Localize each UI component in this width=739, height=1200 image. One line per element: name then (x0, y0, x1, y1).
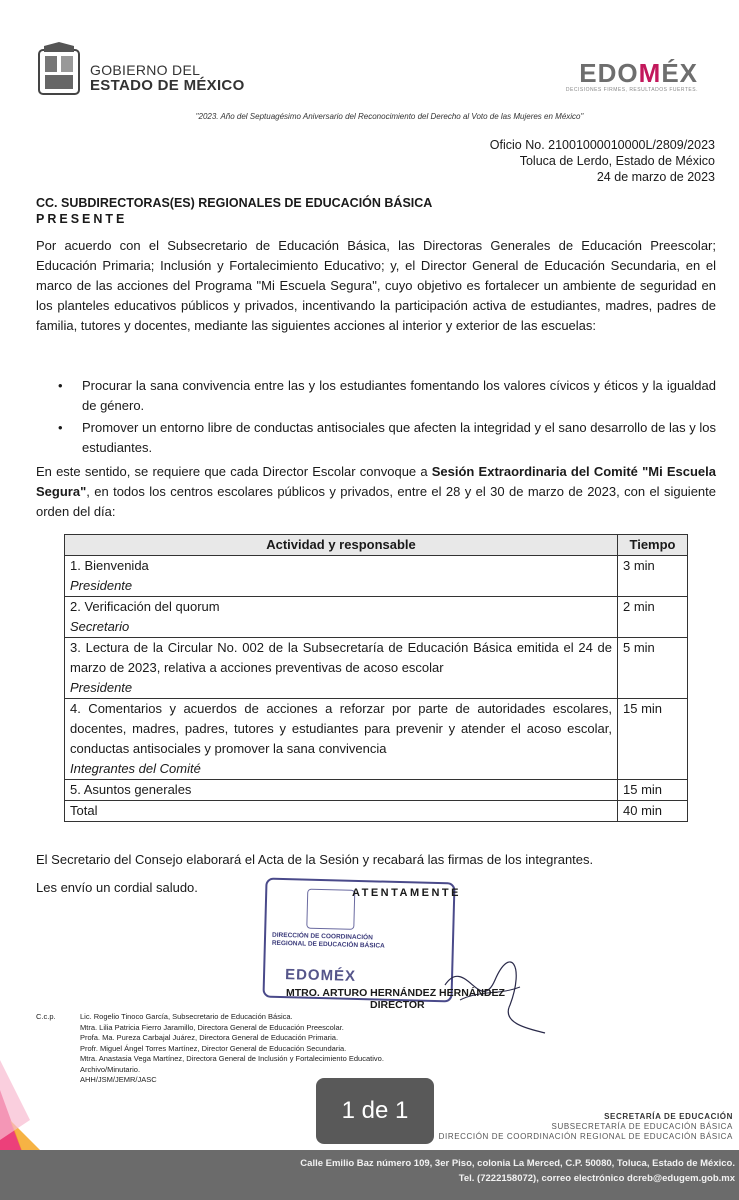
edomex-logo (566, 58, 698, 93)
table-row (65, 699, 688, 780)
government-line-1: GOBIERNO DEL (90, 62, 201, 78)
edomex-slogan: DECISIONES FIRMES, RESULTADOS FUERTES. (565, 87, 698, 93)
ccp-line: Mtra. Anastasia Vega Martínez, Directora General de Inclusión y Fortalecimiento Educativo. (80, 1054, 384, 1063)
total-row (65, 801, 688, 822)
activity-text: 3. Lectura de la Circular No. 002 de la Subsecretaría de Educación Básica emitida el 24 de marzo de 2023, relativa a acciones preventivas de acoso escolar (70, 640, 612, 675)
responsible-text: Integrantes del Comité (70, 761, 201, 776)
page-indicator: 1 de 1 (316, 1078, 434, 1144)
agenda-table (64, 534, 688, 822)
list-item: • Procurar la sana convivencia entre las y los estudiantes fomentando los valores cívicos y éticos y la igualdad de género. (58, 376, 716, 416)
edomex-wordmark: EDOMÉX (579, 58, 698, 88)
time-cell: 5 min (618, 638, 688, 699)
action-list (58, 376, 716, 460)
column-header-activity: Actividad y responsable (65, 535, 618, 556)
ccp-line: Profr. Miguel Ángel Torres Martínez, Director General de Educación Secundaria. (80, 1043, 347, 1053)
stamp-edomex: EDOMÉX (284, 966, 357, 985)
oficio-block (490, 137, 715, 185)
year-legend: "2023. Año del Septuagésimo Aniversario del Reconocimiento del Derecho al Voto de las Mujeres en México" (195, 112, 584, 121)
activity-text: 5. Asuntos generales (70, 782, 192, 797)
atentamente: ATENTAMENTE (352, 887, 461, 899)
signer-role: DIRECTOR (370, 999, 425, 1011)
responsible-text: Secretario (70, 619, 130, 634)
body-paragraph-2: En este sentido, se requiere que cada Director Escolar convoque a Sesión Extraordinaria del Comité "Mi Escuela Segura", en todos los centros escolares públicos y privados, entre el 28 y el 30 de marzo de 2023, con el siguiente orden del día: (36, 464, 716, 519)
addressee-to: CC. SUBDIRECTORAS(ES) REGIONALES DE EDUCACIÓN BÁSICA (36, 196, 433, 210)
ccp-line: AHH/JSM/JEMR/JASC (80, 1075, 157, 1084)
body-paragraph-1: Por acuerdo con el Subsecretario de Educación Básica, las Directoras Generales de Educación Preescolar; Educación Primaria; Inclusión y Fortalecimiento Educativo; y, el Director General de Educación Secundaria, en el marco de las acciones del Programa "Mi Escuela Segura", cuyo objetivo es fortalecer un ambiente de seguridad en los planteles educativos públicos y privados, incentivando la participación activa de estudiantes, madres, padres de familia, tutores y docentes, mediante las siguientes acciones al interior y exterior de las escuelas: (36, 238, 716, 333)
presente: PRESENTE (36, 212, 128, 226)
signer-block (286, 987, 505, 1011)
ccp-label: C.c.p. (36, 1012, 56, 1021)
time-cell: 15 min (618, 699, 688, 780)
seal-icon (306, 889, 355, 930)
letterhead (36, 42, 716, 102)
ccp-line: Archivo/Minutario. (80, 1064, 141, 1074)
government-line-2: ESTADO DE MÉXICO (90, 77, 245, 94)
table-row (65, 780, 688, 801)
oficio-date: 24 de marzo de 2023 (596, 170, 715, 184)
addressee (36, 195, 432, 227)
activity-text: 1. Bienvenida (70, 558, 149, 573)
oficio-place: Toluca de Lerdo, Estado de México (519, 154, 715, 168)
responsible-text: Presidente (70, 680, 133, 695)
time-cell: 15 min (618, 780, 688, 801)
stamp-text: DIRECCIÓN DE COORDINACIÓN REGIONAL DE EDUCACIÓN BÁSICA (271, 931, 385, 950)
activity-text: 2. Verificación del quorum (70, 599, 220, 614)
table-row (65, 556, 688, 597)
signer-name: MTRO. ARTURO HERNÁNDEZ HERNÁNDEZ (286, 987, 505, 999)
total-label: Total (65, 801, 618, 822)
activity-text: 4. Comentarios y acuerdos de acciones a reforzar por parte de autoridades escolares, docentes, madres, padres, tutores y estudiantes para prevenir y atender el acoso escolar, conductas antisociales y promover la sana convivencia (70, 701, 612, 756)
ccp-line: Lic. Rogelio Tinoco García, Subsecretario de Educación Básica. (80, 1012, 293, 1021)
government-name (90, 62, 245, 94)
session-name: Sesión Extraordinaria del Comité "Mi Escuela Segura" (36, 464, 716, 499)
oficio-number: Oficio No. 21001000010000L/2809/2023 (489, 138, 715, 152)
time-cell: 2 min (618, 597, 688, 638)
responsible-text: Presidente (70, 578, 133, 593)
footer-address: Calle Emilio Baz número 109, 3er Piso, colonia La Merced, C.P. 50080, Toluca, Estado de México. Tel. (7222158072), correo electrónico dcreb@edugem.gob.mx (300, 1158, 735, 1184)
state-coat-of-arms-icon (36, 42, 82, 98)
footer-bar (0, 1150, 739, 1200)
ccp-line: Mtra. Lilia Patricia Fierro Jaramillo, Directora General de Educación Preescolar. (80, 1022, 344, 1032)
body-paragraph-3: El Secretario del Consejo elaborará el Acta de la Sesión y recabará las firmas de los integrantes. (36, 852, 594, 867)
closing-greeting: Les envío un cordial saludo. (36, 880, 198, 895)
ccp-line: Profa. Ma. Pureza Carbajal Juárez, Directora General de Educación Primaria. (80, 1033, 339, 1042)
time-cell: 3 min (618, 556, 688, 597)
footer-department: SECRETARÍA DE EDUCACIÓN SUBSECRETARÍA DE EDUCACIÓN BÁSICA DIRECCIÓN DE COORDINACIÓN REGIONAL DE EDUCACIÓN BÁSICA (438, 1112, 733, 1141)
total-time: 40 min (618, 801, 688, 822)
list-item: • Promover un entorno libre de conductas antisociales que afecten la integridad y el sano desarrollo de las y los estudiantes. (58, 418, 716, 458)
table-header-row (65, 535, 688, 556)
column-header-time: Tiempo (618, 535, 688, 556)
table-row (65, 597, 688, 638)
table-row (65, 638, 688, 699)
